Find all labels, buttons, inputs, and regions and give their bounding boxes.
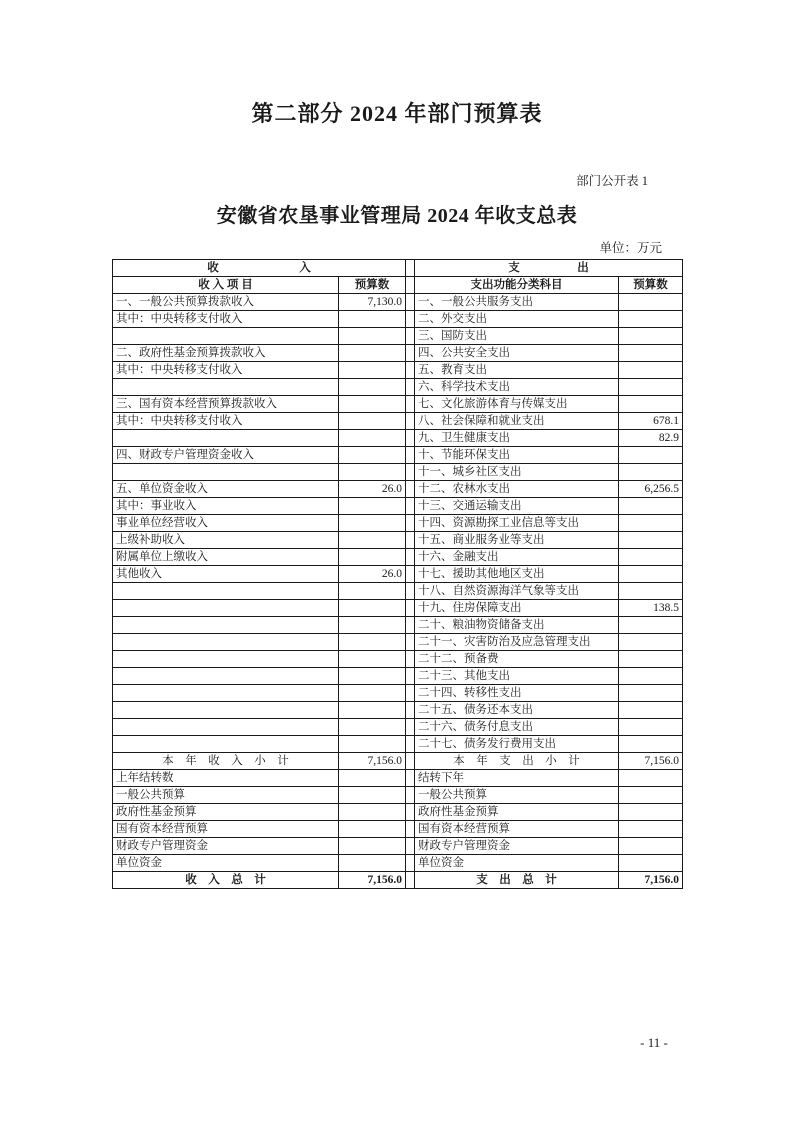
expense-item-cell: 十五、商业服务业等支出 [415,532,619,549]
table-row [113,787,683,804]
table-gap-cell [406,566,415,583]
expense-value-cell [619,328,683,345]
table-row [113,362,683,379]
income-item-cell [113,685,339,702]
income-item-cell: 其中：中央转移支付收入 [113,362,339,379]
table-row [113,447,683,464]
income-value-cell [339,804,406,821]
table-row [113,583,683,600]
table-gap-cell [406,787,415,804]
table-gap-cell [406,260,415,277]
expense-value-cell [619,583,683,600]
expense-value-cell [619,804,683,821]
table-gap-cell [406,481,415,498]
income-item-cell: 事业单位经营收入 [113,515,339,532]
table-row [113,498,683,515]
expense-item-cell: 十四、资源勘探工业信息等支出 [415,515,619,532]
income-item-cell: 四、财政专户管理资金收入 [113,447,339,464]
income-value-cell [339,549,406,566]
income-value-cell [339,413,406,430]
table-row [113,396,683,413]
expense-item-cell: 二十一、灾害防治及应急管理支出 [415,634,619,651]
income-item-column-header: 收 入 项 目 [113,277,339,294]
table-gap-cell [406,345,415,362]
table-row [113,770,683,787]
table-gap-cell [406,855,415,872]
table-row [113,651,683,668]
income-item-cell: 上级补助收入 [113,532,339,549]
table-gap-cell [406,804,415,821]
expense-value-cell [619,685,683,702]
income-item-cell: 附属单位上缴收入 [113,549,339,566]
table-gap-cell [406,583,415,600]
table-gap-cell [406,362,415,379]
table-row [113,566,683,583]
income-item-cell: 一、一般公共预算拨款收入 [113,294,339,311]
income-item-cell [113,736,339,753]
income-value-cell [339,362,406,379]
income-item-cell: 财政专户管理资金 [113,838,339,855]
income-item-cell: 其他收入 [113,566,339,583]
expense-value-cell: 6,256.5 [619,481,683,498]
income-value-cell: 26.0 [339,481,406,498]
expense-item-cell: 五、教育支出 [415,362,619,379]
table-gap-cell [406,651,415,668]
expense-item-column-header: 支出功能分类科目 [415,277,619,294]
expense-item-cell: 十七、援助其他地区支出 [415,566,619,583]
expense-item-cell: 四、公共安全支出 [415,345,619,362]
expense-item-cell: 九、卫生健康支出 [415,430,619,447]
expense-value-cell: 7,156.0 [619,872,683,889]
income-value-cell [339,651,406,668]
table-gap-cell [406,447,415,464]
expense-item-cell: 二十、粮油物资储备支出 [415,617,619,634]
table-row [113,685,683,702]
table-row [113,821,683,838]
expense-value-cell [619,617,683,634]
table-label: 部门公开表 1 [576,174,648,188]
income-value-cell [339,719,406,736]
table-row [113,804,683,821]
table-gap-cell [406,719,415,736]
table-row [113,549,683,566]
income-item-cell: 政府性基金预算 [113,804,339,821]
expense-value-cell [619,345,683,362]
expense-value-cell: 678.1 [619,413,683,430]
income-value-cell [339,702,406,719]
income-item-cell: 单位资金 [113,855,339,872]
income-item-cell: 三、国有资本经营预算拨款收入 [113,396,339,413]
expense-item-cell: 十三、交通运输支出 [415,498,619,515]
income-value-cell [339,770,406,787]
expense-item-cell: 二十三、其他支出 [415,668,619,685]
income-value-cell: 7,130.0 [339,294,406,311]
income-item-cell [113,668,339,685]
table-gap-cell [406,379,415,396]
table-row [113,702,683,719]
expense-value-cell [619,634,683,651]
table-row [113,668,683,685]
income-item-cell: 国有资本经营预算 [113,821,339,838]
table-gap-cell [406,328,415,345]
table-gap-cell [406,872,415,889]
expense-item-cell: 十八、自然资源海洋气象等支出 [415,583,619,600]
income-value-cell [339,617,406,634]
table-gap-cell [406,634,415,651]
expense-value-cell [619,498,683,515]
income-value-cell [339,736,406,753]
table-gap-cell [406,753,415,770]
income-value-cell [339,430,406,447]
income-value-cell [339,787,406,804]
income-item-cell [113,634,339,651]
expense-item-cell: 支 出 总 计 [415,872,619,889]
income-item-cell [113,583,339,600]
table-row [113,600,683,617]
income-value-cell [339,464,406,481]
expense-item-cell: 一般公共预算 [415,787,619,804]
expense-item-cell: 国有资本经营预算 [415,821,619,838]
income-value-cell [339,600,406,617]
unit-note: 单位：万元 [599,241,662,255]
expense-value-cell [619,855,683,872]
table-row [113,872,683,889]
expense-value-cell [619,379,683,396]
table-row [113,838,683,855]
expense-item-cell: 二十四、转移性支出 [415,685,619,702]
table-gap-cell [406,549,415,566]
income-item-cell: 一般公共预算 [113,787,339,804]
table-row [113,294,683,311]
expense-budget-column-header: 预算数 [619,277,683,294]
budget-table-body [113,294,683,889]
income-item-cell [113,719,339,736]
income-value-cell [339,685,406,702]
expense-item-cell: 财政专户管理资金 [415,838,619,855]
table-row [113,515,683,532]
income-value-cell [339,838,406,855]
expense-value-cell [619,668,683,685]
income-item-cell [113,430,339,447]
expense-item-cell: 八、社会保障和就业支出 [415,413,619,430]
table-row [113,311,683,328]
table-gap-cell [406,702,415,719]
table-row [113,481,683,498]
expense-item-cell: 十六、金融支出 [415,549,619,566]
expense-item-cell: 六、科学技术支出 [415,379,619,396]
table-gap-cell [406,413,415,430]
table-row [113,328,683,345]
income-value-cell [339,345,406,362]
income-item-cell [113,600,339,617]
expense-value-cell: 7,156.0 [619,753,683,770]
table-gap-cell [406,277,415,294]
expense-value-cell [619,311,683,328]
expense-value-cell [619,566,683,583]
expense-value-cell [619,532,683,549]
income-value-cell: 7,156.0 [339,872,406,889]
income-value-cell [339,668,406,685]
income-item-cell [113,379,339,396]
expense-value-cell [619,770,683,787]
income-item-cell [113,617,339,634]
table-row [113,379,683,396]
table-gap-cell [406,311,415,328]
income-value-cell [339,583,406,600]
expense-item-cell: 政府性基金预算 [415,804,619,821]
expense-value-cell [619,464,683,481]
expense-value-cell [619,702,683,719]
expense-item-cell: 一、一般公共服务支出 [415,294,619,311]
table-gap-cell [406,294,415,311]
expense-item-cell: 三、国防支出 [415,328,619,345]
income-budget-column-header: 预算数 [339,277,406,294]
table-column-header-row [113,277,683,294]
income-item-cell: 二、政府性基金预算拨款收入 [113,345,339,362]
income-item-cell: 收 入 总 计 [113,872,339,889]
table-title: 安徽省农垦事业管理局 2024 年收支总表 [216,205,578,227]
expense-item-cell: 七、文化旅游体育与传媒支出 [415,396,619,413]
income-item-cell: 其中：中央转移支付收入 [113,311,339,328]
table-row [113,345,683,362]
expense-value-cell [619,787,683,804]
table-row [113,413,683,430]
table-gap-cell [406,821,415,838]
table-gap-cell [406,532,415,549]
budget-table [112,259,683,889]
expense-value-cell [619,362,683,379]
table-gap-cell [406,668,415,685]
expense-item-cell: 十、节能环保支出 [415,447,619,464]
expense-value-cell: 82.9 [619,430,683,447]
income-item-cell [113,651,339,668]
table-row [113,855,683,872]
income-section-header: 收 入 [113,260,406,277]
expense-value-cell: 138.5 [619,600,683,617]
document-content [112,174,682,889]
document-title: 第二部分 2024 年部门预算表 [251,101,543,126]
income-value-cell [339,515,406,532]
expense-value-cell [619,515,683,532]
table-row [113,753,683,770]
table-gap-cell [406,736,415,753]
expense-value-cell [619,719,683,736]
expense-value-cell [619,821,683,838]
expense-value-cell [619,294,683,311]
income-item-cell [113,328,339,345]
table-gap-cell [406,685,415,702]
expense-item-cell: 单位资金 [415,855,619,872]
table-gap-cell [406,430,415,447]
income-value-cell [339,532,406,549]
income-item-cell: 本 年 收 入 小 计 [113,753,339,770]
table-gap-cell [406,600,415,617]
expense-value-cell [619,447,683,464]
income-value-cell [339,855,406,872]
table-row [113,532,683,549]
income-item-cell: 其中：中央转移支付收入 [113,413,339,430]
expense-item-cell: 十二、农林水支出 [415,481,619,498]
income-value-cell [339,311,406,328]
income-item-cell: 上年结转数 [113,770,339,787]
table-gap-cell [406,464,415,481]
expense-item-cell: 结转下年 [415,770,619,787]
income-item-cell: 其中：事业收入 [113,498,339,515]
table-row [113,719,683,736]
income-value-cell: 26.0 [339,566,406,583]
income-value-cell [339,447,406,464]
table-section-header-row [113,260,683,277]
expense-item-cell: 二十六、债务付息支出 [415,719,619,736]
table-gap-cell [406,617,415,634]
expense-item-cell: 二十二、预备费 [415,651,619,668]
table-gap-cell [406,515,415,532]
expense-value-cell [619,736,683,753]
income-value-cell [339,328,406,345]
expense-value-cell [619,651,683,668]
income-value-cell [339,821,406,838]
table-gap-cell [406,396,415,413]
income-item-cell [113,702,339,719]
expense-item-cell: 本 年 支 出 小 计 [415,753,619,770]
table-row [113,634,683,651]
expense-value-cell [619,396,683,413]
expense-item-cell: 二、外交支出 [415,311,619,328]
table-row [113,464,683,481]
income-item-cell: 五、单位资金收入 [113,481,339,498]
table-gap-cell [406,838,415,855]
table-row [113,617,683,634]
expense-item-cell: 十九、住房保障支出 [415,600,619,617]
table-gap-cell [406,498,415,515]
expense-item-cell: 二十五、债务还本支出 [415,702,619,719]
table-row [113,736,683,753]
income-value-cell [339,634,406,651]
page-number: - 11 - [640,1035,668,1050]
expense-item-cell: 十一、城乡社区支出 [415,464,619,481]
table-row [113,430,683,447]
income-value-cell [339,498,406,515]
expense-item-cell: 二十七、债务发行费用支出 [415,736,619,753]
income-item-cell [113,464,339,481]
expense-value-cell [619,549,683,566]
table-gap-cell [406,770,415,787]
expense-value-cell [619,838,683,855]
expense-section-header: 支 出 [415,260,683,277]
income-value-cell [339,396,406,413]
income-value-cell: 7,156.0 [339,753,406,770]
income-value-cell [339,379,406,396]
